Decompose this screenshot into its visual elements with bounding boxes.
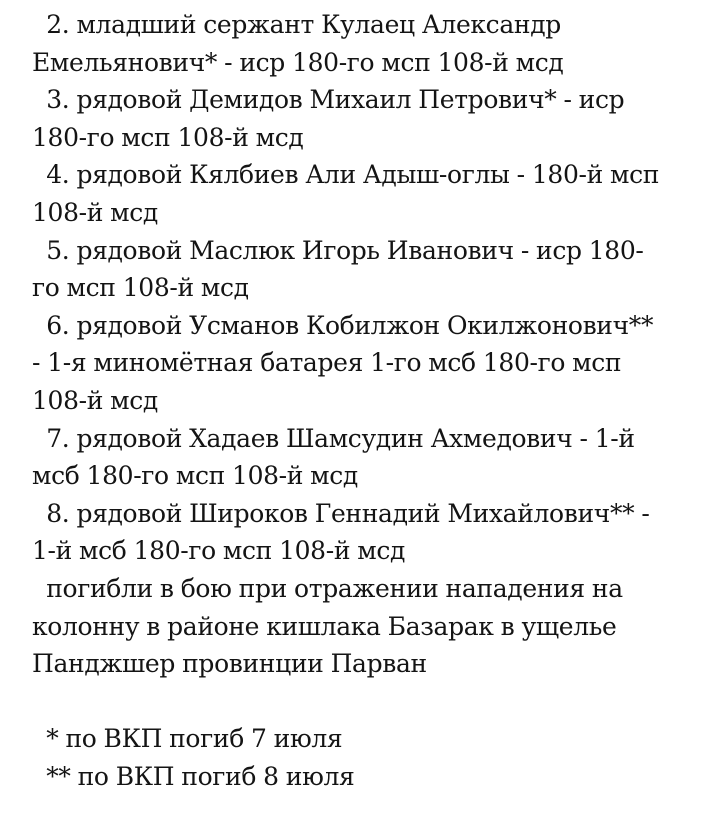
text-line: 6. рядовой Усманов Кобилжон Окилжонович** [32, 310, 654, 340]
text-line: Панджшер провинции Парван [32, 649, 427, 679]
text-line: 8. рядовой Широков Геннадий Михайлович** - [32, 498, 650, 528]
document-body [32, 6, 720, 795]
text-line: погибли в бою при отражении нападения на [32, 573, 623, 603]
text-line: 7. рядовой Хадаев Шамсудин Ахмедович - 1-й [32, 423, 635, 453]
text-line: - 1-я миномётная батарея 1-го мсб 180-го мсп [32, 348, 622, 378]
text-line: колонну в районе кишлака Базарак в ущелье [32, 611, 617, 641]
text-line: 2. младший сержант Кулаец Александр [32, 10, 561, 39]
blank-line [32, 683, 720, 721]
text-line: го мсп 108-й мсд [32, 273, 249, 303]
text-line: 4. рядовой Кялбиев Али Адыш-оглы - 180-й мсп [32, 160, 660, 190]
text-line: 180-го мсп 108-й мсд [32, 122, 304, 152]
text-line: Емельянович* - иср 180-го мсп 108-й мсд [32, 47, 564, 77]
footnote-line: * по ВКП погиб 7 июля [32, 724, 343, 754]
text-line: 108-й мсд [32, 197, 158, 227]
text-line: 3. рядовой Демидов Михаил Петрович* - иср [32, 85, 625, 115]
text-line: мсб 180-го мсп 108-й мсд [32, 461, 358, 491]
text-line: 5. рядовой Маслюк Игорь Иванович - иср 180- [32, 235, 644, 265]
text-line: 1-й мсб 180-го мсп 108-й мсд [32, 536, 406, 566]
footnote-line: ** по ВКП погиб 8 июля [32, 761, 355, 791]
text-line: 108-й мсд [32, 385, 158, 415]
